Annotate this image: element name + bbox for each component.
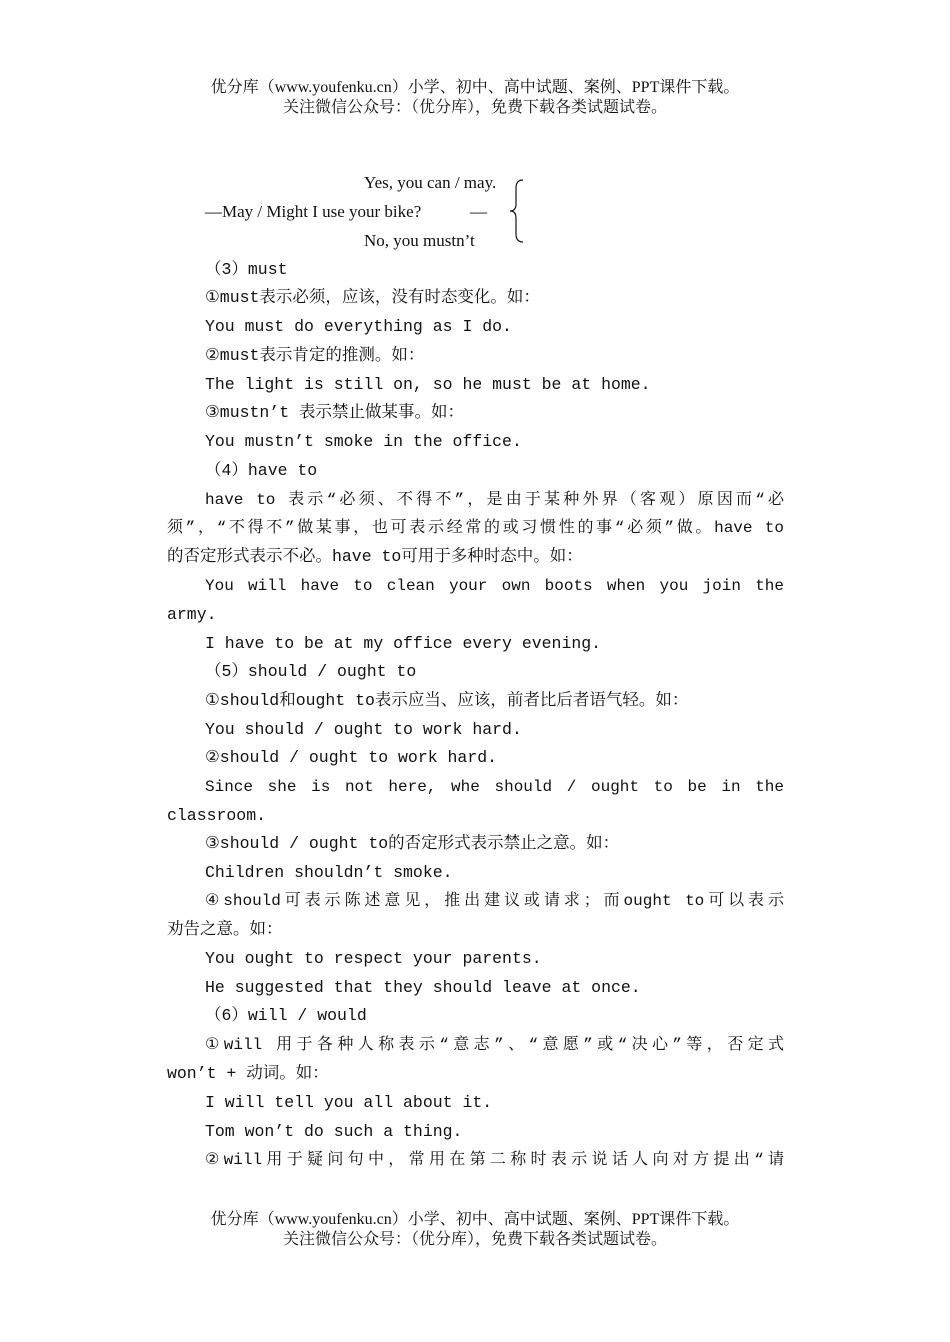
will-point-1-line-2: won’t + 动词。如： — [167, 1064, 329, 1083]
footer-line-1: 优分库（www.youfenku.cn）小学、初中、高中试题、案例、PPT课件下载。 — [210, 1211, 740, 1228]
will-example-1: I will tell you all about it. — [205, 1093, 493, 1112]
footer-line-2: 关注微信公众号：（优分库），免费下载各类试题试卷。 — [282, 1231, 667, 1248]
should-example-4: You ought to respect your parents. — [205, 949, 542, 968]
should-example-2-line-1: Since she is not here, whe should / ought to be in the — [205, 778, 784, 796]
header-line-1: 优分库（www.youfenku.cn）小学、初中、高中试题、案例、PPT课件下载。 — [210, 79, 740, 96]
will-point-2: ②will用于疑问句中，常用在第二称时表示说话人向对方提出“请 — [205, 1151, 784, 1169]
will-point-1-line-1: ①will 用于各种人称表示“意志”、“意愿”或“决心”等，否定式 — [205, 1036, 784, 1054]
should-point-4-line-1: ④should可表示陈述意见，推出建议或请求；而ought to可以表示 — [205, 892, 784, 910]
should-point-1: ①should和ought to表示应当、应该，前者比后者语气轻。如： — [205, 691, 689, 710]
curly-brace-icon — [508, 178, 528, 244]
must-example-2: The light is still on, so he must be at home. — [205, 375, 651, 394]
should-example-3: Children shouldn’t smoke. — [205, 863, 453, 882]
section-will-title: （6）will / would — [205, 1006, 367, 1025]
header-line-2: 关注微信公众号：（优分库），免费下载各类试题试卷。 — [282, 99, 667, 116]
have-to-desc-line-3: 的否定形式表示不必。have to可用于多种时态中。如： — [167, 547, 583, 566]
must-point-1: ①must表示必须，应该，没有时态变化。如： — [205, 288, 540, 307]
section-have-to-title: （4）have to — [205, 461, 318, 480]
should-point-2: ②should / ought to work hard. — [205, 748, 498, 767]
have-to-example-1-line-1: You will have to clean your own boots when you join the — [205, 577, 784, 595]
dialog-dash: — — [470, 202, 487, 221]
must-point-3: ③mustn’t 表示禁止做某事。如： — [205, 403, 465, 422]
should-point-3: ③should / ought to的否定形式表示禁止之意。如： — [205, 834, 620, 853]
section-must-title: （3）must — [205, 260, 288, 279]
must-point-2: ②must表示肯定的推测。如： — [205, 346, 425, 365]
should-example-5: He suggested that they should leave at once. — [205, 978, 641, 997]
should-example-2-line-2: classroom. — [167, 806, 267, 825]
section-should-title: （5）should / ought to — [205, 662, 417, 681]
have-to-example-2: I have to be at my office every evening. — [205, 634, 602, 653]
have-to-desc-line-1: have to 表示“必须、不得不”，是由于某种外界（客观）原因而“必 — [205, 491, 784, 509]
have-to-desc-line-2: 须”，“不得不”做某事，也可表示经常的或习惯性的事“必须”做。have to — [167, 519, 784, 537]
dialog-answer-yes: Yes, you can / may. — [364, 173, 497, 192]
must-example-3: You mustn’t smoke in the office. — [205, 432, 522, 451]
page-header — [0, 78, 950, 118]
should-example-1: You should / ought to work hard. — [205, 720, 522, 739]
will-example-2: Tom won’t do such a thing. — [205, 1122, 463, 1141]
dialog-question: —May / Might I use your bike? — [205, 202, 422, 221]
page-footer — [0, 1210, 950, 1250]
must-example-1: You must do everything as I do. — [205, 317, 512, 336]
dialog-answer-no: No, you mustn’t — [364, 231, 475, 250]
should-point-4-line-2: 劝告之意。如： — [167, 920, 283, 939]
have-to-example-1-line-2: army. — [167, 605, 217, 624]
